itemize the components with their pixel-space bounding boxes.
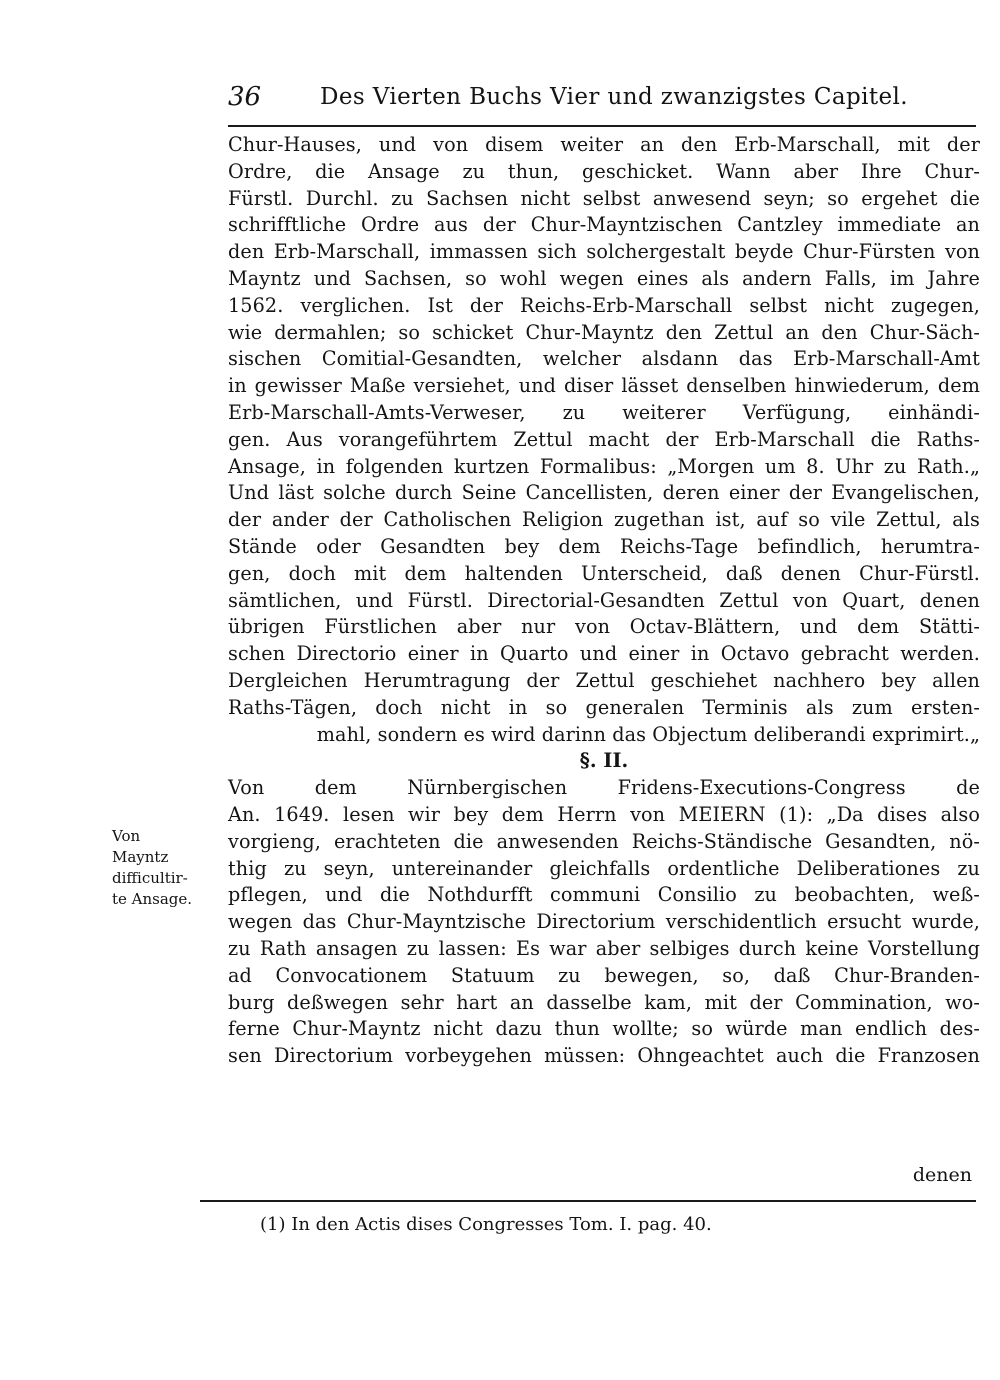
text-line: in gewisser Maße versiehet, und diser lässet denselben hinwiederum, dem [228, 374, 980, 398]
page-header [210, 78, 980, 118]
catchword: denen [912, 1164, 972, 1186]
text-line: ad Convocationem Statuum zu bewegen, so, daß Chur-Branden- [228, 963, 980, 987]
margin-note-line: Von [112, 827, 141, 845]
text-line: schrifftliche Ordre aus der Chur-Mayntzischen Cantzley immediate an [228, 213, 980, 237]
footnote-rule [200, 1200, 976, 1202]
text-line: Ordre, die Ansage zu thun, geschicket. Wann aber Ihre Chur- [228, 159, 980, 183]
margin-note-line: te Ansage. [112, 890, 193, 908]
section-heading: §. II. [579, 749, 629, 773]
text-line: Von dem Nürnbergischen Fridens-Executions-Congress de [228, 776, 980, 800]
text-line: übrigen Fürstlichen aber nur von Octav-Blättern, und dem Stätti- [228, 615, 980, 639]
margin-note [112, 826, 217, 910]
text-line: sen Directorium vorbeygehen müssen: Ohngeachtet auch die Franzosen [228, 1044, 980, 1068]
text-line: Fürstl. Durchl. zu Sachsen nicht selbst anwesend seyn; so ergehet die [228, 186, 980, 210]
text-line: gen. Aus vorangeführtem Zettul macht der Erb-Marschall die Raths- [228, 427, 980, 451]
text-line: Raths-Tägen, doch nicht in so generalen Terminis als zum ersten- [228, 695, 980, 719]
running-title: Des Vierten Buchs Vier und zwanzigstes Capitel. [320, 84, 908, 110]
text-line: Erb-Marschall-Amts-Verweser, zu weiterer Verfügung, einhändi- [228, 400, 980, 424]
margin-note-line: difficultir- [112, 869, 188, 887]
margin-note-line: Mayntz [112, 848, 169, 866]
text-line: sischen Comitial-Gesandten, welcher alsdann das Erb-Marschall-Amt [228, 347, 980, 371]
text-line: sämtlichen, und Fürstl. Directorial-Gesandten Zettul von Quart, denen [228, 588, 980, 612]
text-line: 1562. verglichen. Ist der Reichs-Erb-Marschall selbst nicht zugegen, [228, 293, 980, 317]
text-line: Dergleichen Herumtragung der Zettul geschiehet nachhero bey allen [228, 668, 980, 692]
text-line: schen Directorio einer in Quarto und einer in Octavo gebracht werden. [228, 642, 980, 666]
text-line: vorgieng, erachteten die anwesenden Reichs-Ständische Gesandten, nö- [228, 829, 980, 853]
text-line: gen, doch mit dem haltenden Unterscheid, daß denen Chur-Fürstl. [228, 561, 980, 585]
text-line: pflegen, und die Nothdurfft communi Consilio zu beobachten, weß- [228, 883, 980, 907]
text-line: thig zu seyn, untereinander gleichfalls ordentliche Deliberationes zu [228, 856, 980, 880]
footnote: (1) In den Actis dises Congresses Tom. I. pag. 40. [260, 1214, 712, 1235]
text-line: mahl, sondern es wird darinn das Objectum deliberandi exprimirt.„ [316, 722, 980, 746]
text-line: ferne Chur-Mayntz nicht dazu thun wollte; so würde man endlich des- [228, 1017, 980, 1041]
text-line: An. 1649. lesen wir bey dem Herrn von MEIERN (1): „Da dises also [228, 802, 980, 826]
text-line: burg deßwegen sehr hart an dasselbe kam, mit der Commination, wo- [228, 990, 980, 1014]
text-line: zu Rath ansagen zu lassen: Es war aber selbiges durch keine Vorstellung [228, 936, 980, 960]
text-line: Stände oder Gesandten bey dem Reichs-Tage befindlich, herumtra- [228, 534, 980, 558]
text-line: wegen das Chur-Mayntzische Directorium verschidentlich ersucht wurde, [228, 910, 980, 934]
text-line: Ansage, in folgenden kurtzen Formalibus: „Morgen um 8. Uhr zu Rath.„ [228, 454, 980, 478]
text-line: wie dermahlen; so schicket Chur-Mayntz den Zettul an den Chur-Säch- [228, 320, 980, 344]
text-line: Chur-Hauses, und von disem weiter an den Erb-Marschall, mit der [228, 133, 980, 156]
header-rule [228, 125, 976, 127]
text-line: Und läst solche durch Seine Cancellisten, deren einer der Evangelischen, [228, 481, 980, 505]
text-line: der ander der Catholischen Religion zugethan ist, auf so vile Zettul, als [228, 508, 980, 532]
body-text [228, 132, 980, 1070]
text-line: Mayntz und Sachsen, so wohl wegen eines als andern Falls, im Jahre [228, 266, 980, 290]
page-number: 36 [228, 82, 262, 112]
text-line: den Erb-Marschall, immassen sich solchergestalt beyde Chur-Fürsten von [228, 240, 980, 264]
